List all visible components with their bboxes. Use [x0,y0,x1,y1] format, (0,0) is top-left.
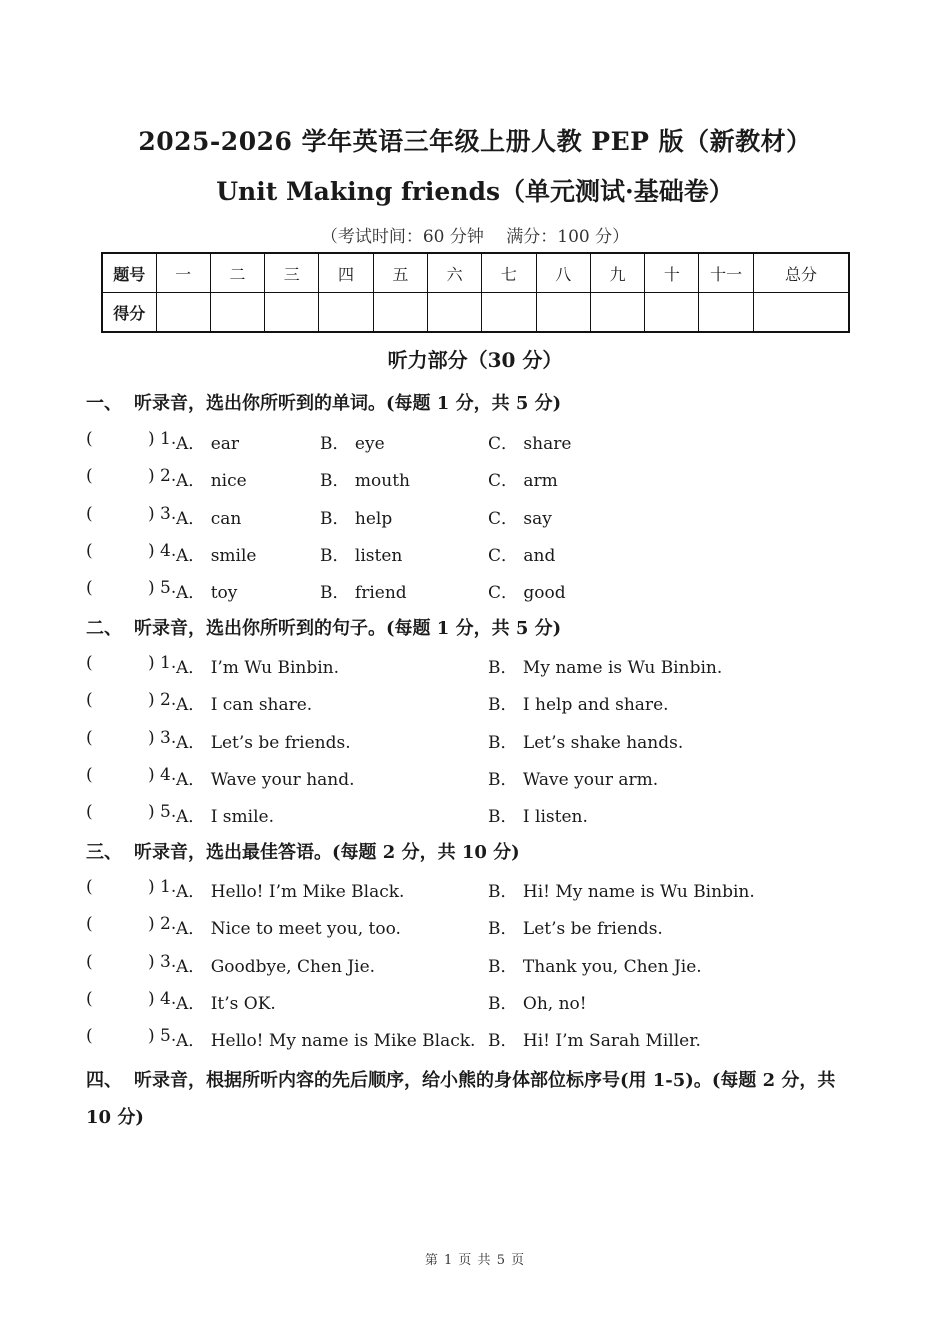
option-a: toy [210,583,238,603]
score-cell[interactable] [265,293,319,333]
option-b: Oh, no! [522,994,587,1014]
option-a: Let’s be friends. [210,733,351,753]
option-a: ear [210,434,240,454]
col-10: 十 [645,253,699,293]
option-b: I help and share. [522,695,669,715]
answer-blank[interactable]: ) 2. [148,914,177,934]
answer-blank[interactable]: ) 3. [148,952,177,972]
col-7: 七 [482,253,536,293]
section-title: 听录音，选出最佳答语。(每题 2 分，共 10 分) [134,842,520,863]
answer-blank[interactable]: ) 1. [148,877,177,897]
answer-blank[interactable]: ) 3. [148,504,177,524]
question-row: ( ) 1. A． ear B． eye C． share [86,429,572,454]
option-a: can [210,509,242,529]
exam-info: （考试时间：60 分钟 满分：100 分） [320,227,630,247]
score-cell[interactable] [590,293,644,333]
section-title: 听录音，选出你所听到的单词。(每题 1 分，共 5 分) [134,393,562,414]
col-6: 六 [427,253,481,293]
option-a: It’s OK. [210,994,276,1014]
col-11: 十一 [699,253,753,293]
option-b: Thank you, Chen Jie. [522,957,702,977]
answer-blank[interactable]: ) 1. [148,653,177,673]
question-row: ( ) 3. A． Let’s be friends. B． Let’s shake hands. [86,728,684,753]
option-a: Hello! I’m Mike Black. [210,882,405,902]
score-table [101,252,850,333]
option-c: share [523,434,572,454]
section-3-heading [86,838,520,864]
answer-blank[interactable]: ) 1. [148,429,177,449]
title-line1: 2025-2026 学年英语三年级上册人教 PEP 版（新教材） [138,127,812,156]
question-row: ( ) 5. A． toy B． friend C． good [86,578,566,603]
answer-blank[interactable]: ) 5. [148,1026,177,1046]
question-row: ( ) 1. A． Hello! I’m Mike Black. B． Hi! My name is Wu Binbin. [86,877,755,902]
question-row: ( ) 3. A． can B． help C． say [86,504,552,529]
answer-blank[interactable]: ) 4. [148,765,177,785]
score-cell[interactable] [645,293,699,333]
section-4-heading [86,1062,866,1136]
section-title: 听录音，根据所听内容的先后顺序，给小熊的身体部位标序号(用 1-5)。(每题 2 分，共 10 分) [86,1070,836,1128]
option-b: listen [354,546,403,566]
col-1: 一 [156,253,210,293]
section-2-heading [86,614,561,640]
option-a: Hello! My name is Mike Black. [210,1031,476,1051]
question-row: ( ) 2. A． Nice to meet you, too. B． Let’s be friends. [86,914,663,939]
answer-blank[interactable]: ) 2. [148,690,177,710]
option-b: eye [354,434,385,454]
answer-blank[interactable]: ) 5. [148,578,177,598]
option-b: Let’s shake hands. [522,733,684,753]
score-cell[interactable] [482,293,536,333]
answer-blank[interactable]: ) 3. [148,728,177,748]
section-title: 听录音，选出你所听到的句子。(每题 1 分，共 5 分) [134,618,562,639]
section-number: 二、 [86,618,122,639]
question-row: ( ) 1. A． I’m Wu Binbin. B． My name is Wu Binbin. [86,653,723,678]
col-9: 九 [590,253,644,293]
section-number: 三、 [86,842,122,863]
option-c: and [523,546,556,566]
question-row: ( ) 5. A． Hello! My name is Mike Black. B． Hi! I’m Sarah Miller. [86,1026,701,1051]
option-a: smile [210,546,257,566]
section-number: 四、 [86,1070,122,1091]
option-a: I smile. [210,807,274,827]
col-2: 二 [210,253,264,293]
option-b: My name is Wu Binbin. [522,658,723,678]
option-b: Let’s be friends. [522,919,663,939]
score-cell[interactable] [319,293,373,333]
option-a: nice [210,471,247,491]
page-footer: 第 1 页 共 5 页 [424,1253,526,1268]
section-number: 一、 [86,393,122,414]
option-b: help [354,509,393,529]
question-row: ( ) 5. A． I smile. B． I listen. [86,802,588,827]
col-4: 四 [319,253,373,293]
col-8: 八 [536,253,590,293]
row-label-question-number: 题号 [102,253,156,293]
option-a: Goodbye, Chen Jie. [210,957,376,977]
question-row: ( ) 3. A． Goodbye, Chen Jie. B． Thank you, Chen Jie. [86,952,702,977]
question-row: ( ) 4. A． smile B． listen C． and [86,541,556,566]
option-c: arm [523,471,558,491]
option-b: friend [354,583,407,603]
option-c: good [523,583,566,603]
question-row: ( ) 4. A． It’s OK. B． Oh, no! [86,989,587,1014]
col-3: 三 [265,253,319,293]
score-cell[interactable] [536,293,590,333]
question-row: ( ) 4. A． Wave your hand. B． Wave your arm. [86,765,659,790]
answer-blank[interactable]: ) 4. [148,541,177,561]
option-a: Wave your hand. [210,770,355,790]
option-a: I’m Wu Binbin. [210,658,340,678]
answer-blank[interactable]: ) 5. [148,802,177,822]
option-b: Hi! I’m Sarah Miller. [522,1031,701,1051]
listening-part-title: 听力部分（30 分） [387,348,563,372]
score-cell[interactable] [156,293,210,333]
answer-blank[interactable]: ) 4. [148,989,177,1009]
option-a: Nice to meet you, too. [210,919,401,939]
row-label-score: 得分 [102,293,156,333]
option-c: say [523,509,552,529]
score-cell[interactable] [699,293,753,333]
score-cell[interactable] [373,293,427,333]
score-cell[interactable] [210,293,264,333]
option-b: Wave your arm. [522,770,659,790]
question-row: ( ) 2. A． I can share. B． I help and share. [86,690,669,715]
score-cell-total[interactable] [753,293,849,333]
score-cell[interactable] [427,293,481,333]
option-b: mouth [354,471,410,491]
title-line2: Unit Making friends（单元测试·基础卷） [216,177,734,206]
option-a: I can share. [210,695,313,715]
score-header-row [102,253,849,293]
question-row: ( ) 2. A． nice B． mouth C． arm [86,466,558,491]
col-5: 五 [373,253,427,293]
section-1-heading [86,389,561,415]
option-b: I listen. [522,807,588,827]
score-input-row [102,293,849,333]
answer-blank[interactable]: ) 2. [148,466,177,486]
option-b: Hi! My name is Wu Binbin. [522,882,755,902]
col-total: 总分 [753,253,849,293]
